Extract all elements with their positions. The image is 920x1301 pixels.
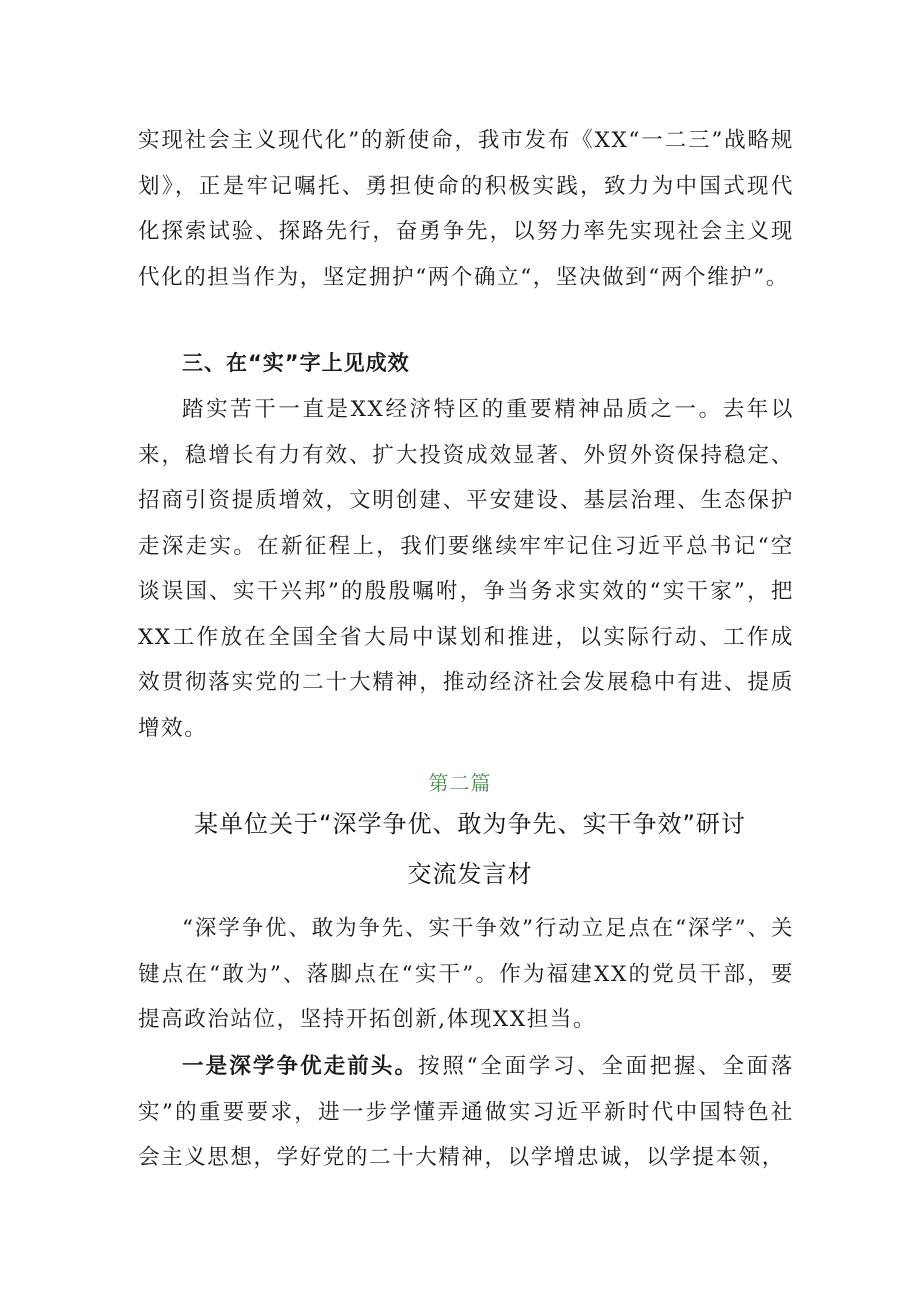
section-three-body: 踏实苦干一直是XX经济特区的重要精神品质之一。去年以来，稳增长有力有效、扩大投资成效显著、外贸外资保持稳定、招商引资提质增效，文明创建、平安建设、基层治理、生态保护走深走实。在新征程上，我们要继续牢牢记住习近平总书记“空谈误国、实干兴邦”的殷殷嘱咐，争当务求实效的“实干家”，把XX工作放在全国全省大局中谋划和推进，以实际行动、工作成效贯彻落实党的二十大精神，推动经济社会发展稳中有进、提质增效。 <box>138 397 794 741</box>
document-title-line-1: 某单位关于“深学争优、敢为争先、实干争效”研讨 <box>194 810 746 838</box>
point-one-body: 按照“全面学习、全面把握、全面落实”的重要要求，进一步学懂弄通做实习近平新时代中国特色社会主义思想，学好党的二十大精神，以学增忠诚，以学提本领， <box>138 1054 794 1170</box>
document-title-line-2: 交流发言材 <box>407 860 533 888</box>
part-label: 第二篇 <box>428 771 492 795</box>
point-one-paragraph <box>138 1044 794 1181</box>
paragraph-continuation: 实现社会主义现代化”的新使命，我市发布《XX“一二三”战略规划》，正是牢记嘱托、勇担使命的积极实践，致力为中国式现代化探索试验、探路先行，奋勇争先，以努力率先实现社会主义现代化的担当作为，坚定拥护“两个确立“，坚决做到“两个维护”。 <box>138 128 794 290</box>
intro-paragraph: “深学争优、敢为争先、实干争效”行动立足点在“深学”、关键点在“敢为”、落脚点在“实干”。作为福建XX的党员干部，要提高政治站位，坚持开拓创新,体现XX担当。 <box>138 916 794 1032</box>
point-one-lead: 一是深学争优走前头。 <box>182 1054 419 1079</box>
section-three-heading: 三、在“实”字上见成效 <box>182 351 410 375</box>
